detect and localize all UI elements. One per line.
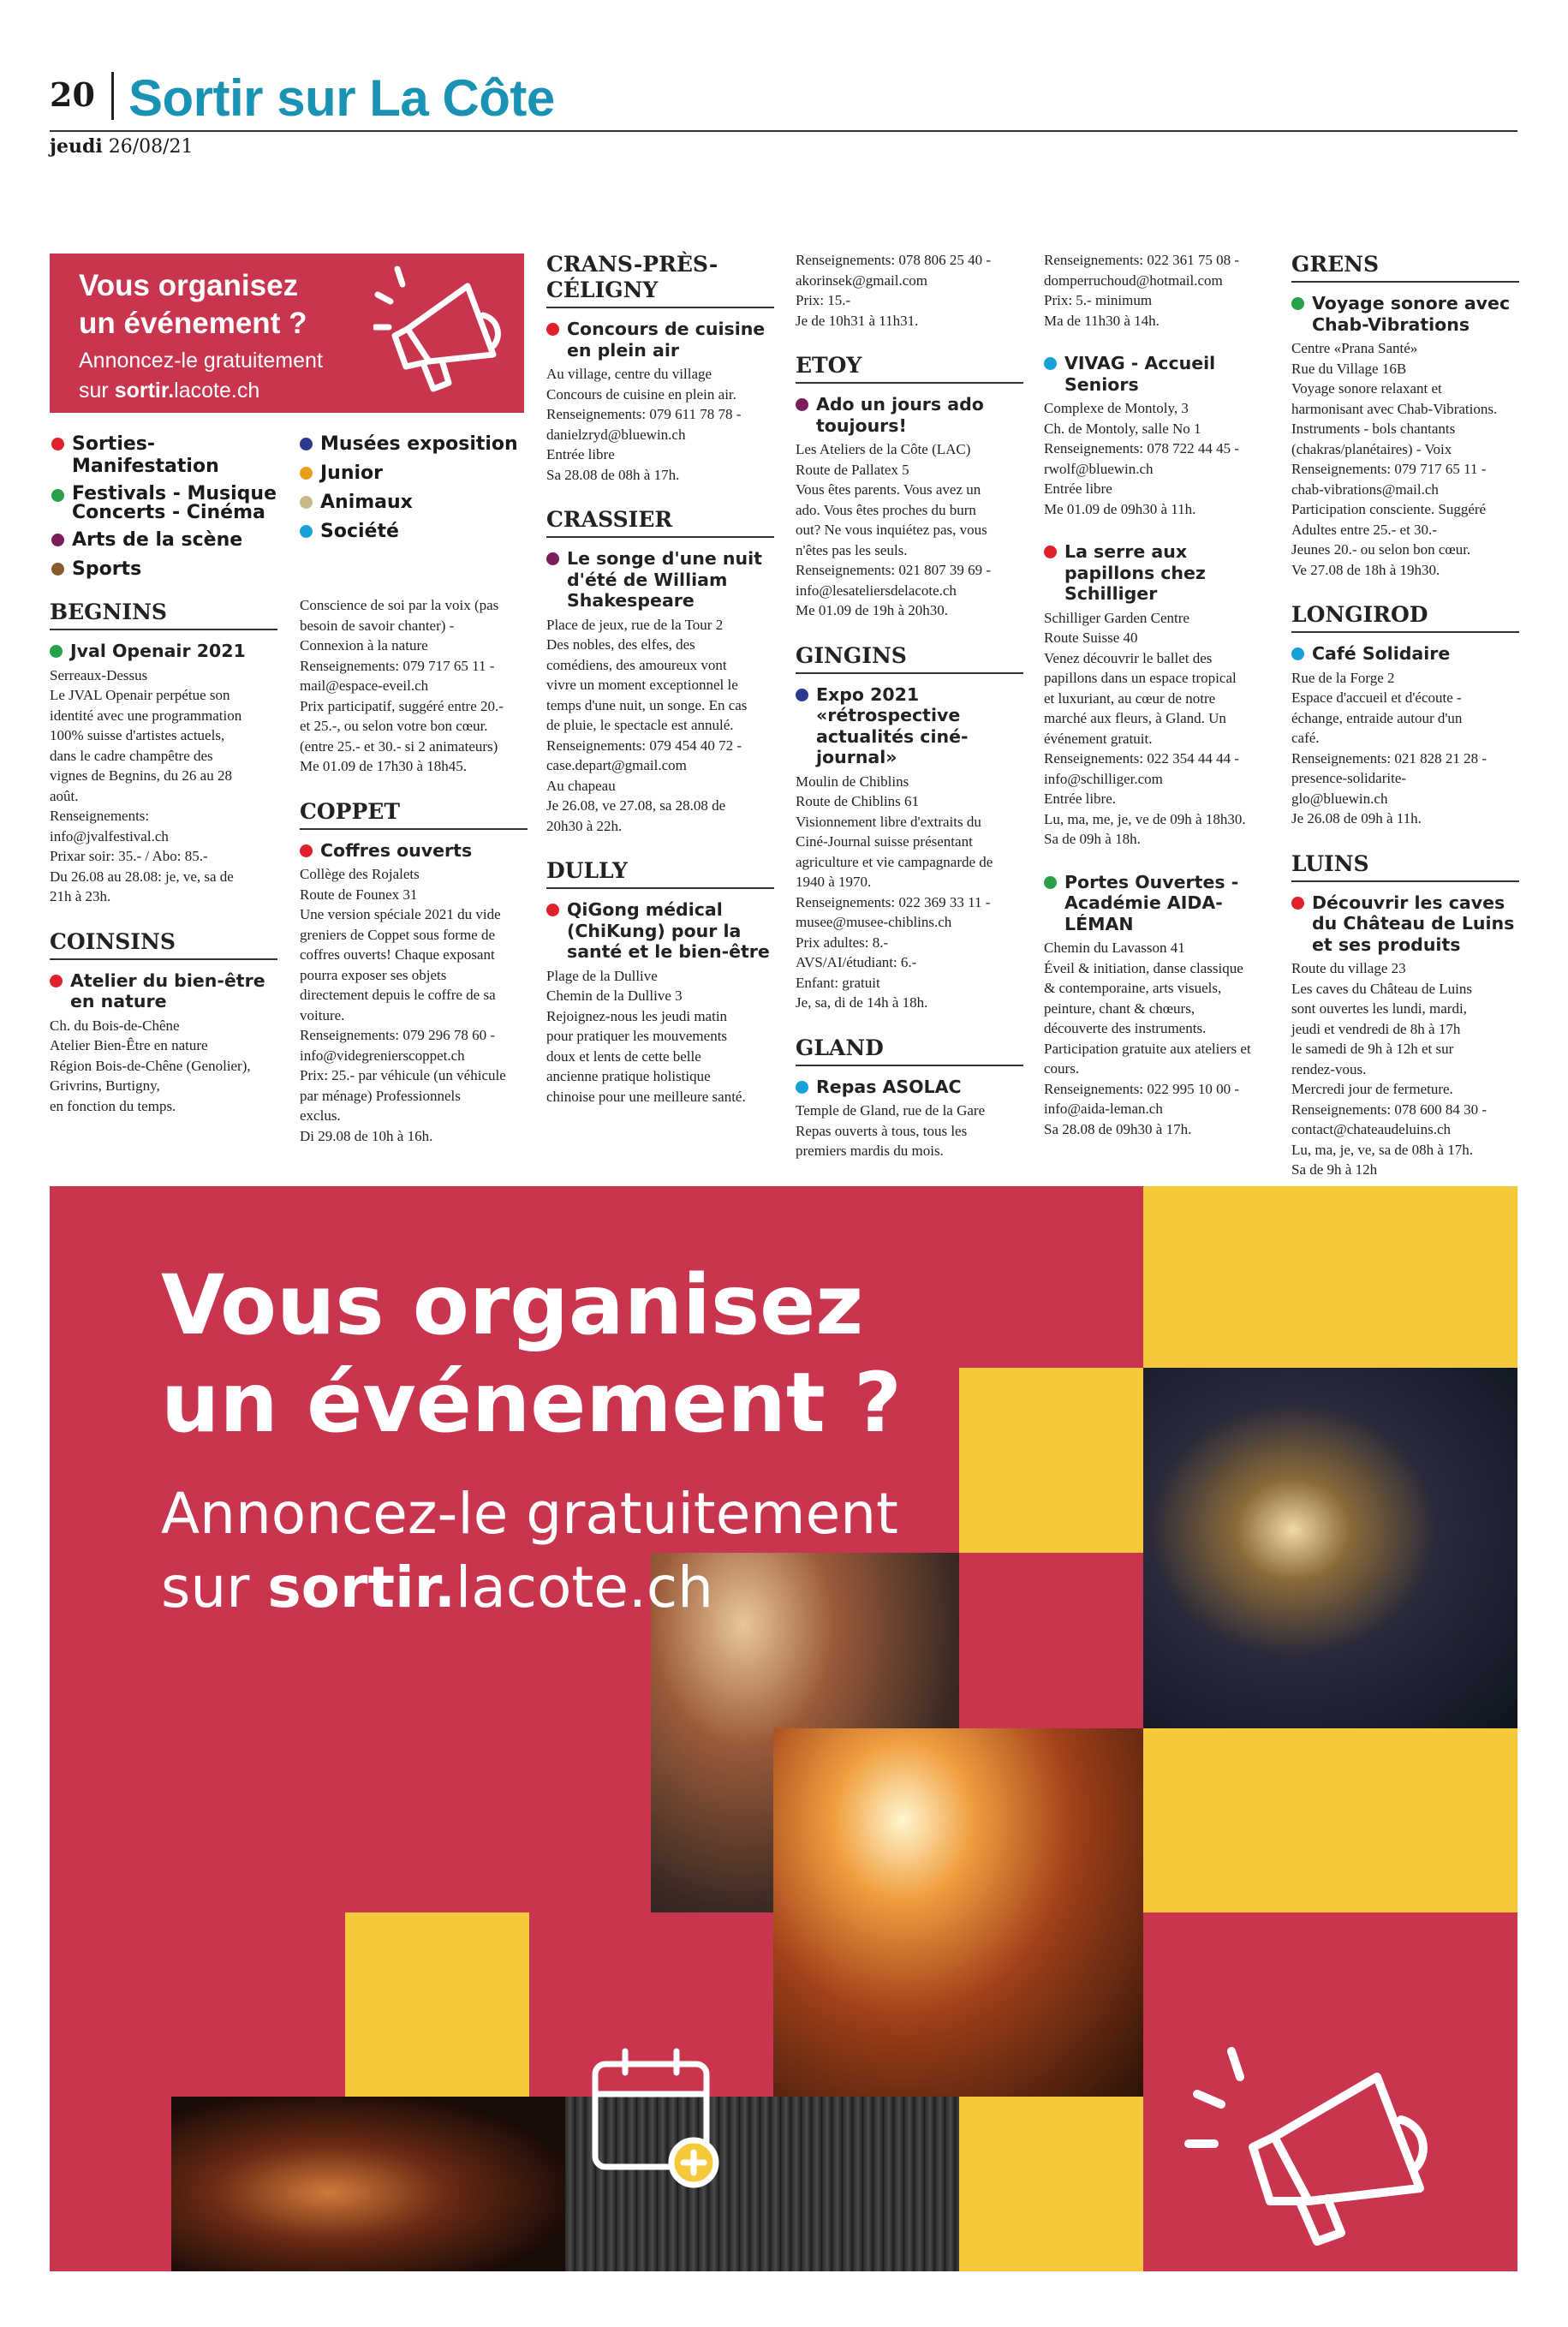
legend-label: Arts de la scène	[72, 529, 243, 551]
header-divider	[111, 72, 114, 120]
ad-subline	[161, 1477, 898, 1625]
section-gap	[50, 907, 277, 929]
event-detail: exclus.	[300, 1107, 341, 1124]
event-title[interactable]	[796, 684, 1023, 768]
ad-domain: lacote.ch	[455, 1554, 713, 1620]
event-title-text: VIVAG - Accueil Seniors	[1064, 353, 1216, 395]
event-detail: domperruchoud@hotmail.com	[1044, 271, 1223, 289]
event-detail: Plage de la Dullive	[546, 967, 658, 984]
event-detail: Me 01.09 de 17h30 à 18h45.	[300, 758, 468, 774]
event-detail: premiers mardis du mois.	[796, 1143, 944, 1159]
event-detail: dans le cadre champêtre des	[50, 747, 213, 764]
agenda-column-5	[1044, 250, 1272, 1139]
promo-line3: Annoncez-le gratuitement	[79, 349, 323, 373]
legend-item	[51, 485, 300, 522]
event-title-text: Ado un jours ado toujours!	[816, 394, 984, 436]
event-title[interactable]	[1044, 872, 1272, 935]
event-detail: Renseignements: 078 806 25 40 -	[796, 252, 992, 268]
event-detail: Prix adultes: 8.-	[796, 934, 889, 951]
category-dot	[1291, 897, 1304, 910]
section-gap	[546, 485, 774, 507]
event-detail: info@schilliger.com	[1044, 770, 1163, 787]
event-detail: Je, sa, di de 14h à 18h.	[796, 994, 928, 1011]
event-detail: Renseignements: 078 722 44 45 -	[1044, 440, 1240, 456]
event-title[interactable]	[300, 840, 528, 862]
event-detail: Prix: 5.- minimum	[1044, 292, 1153, 308]
event-detail: musee@musee-chiblins.ch	[796, 914, 952, 930]
event-detail: Rue de la Forge 2	[1291, 669, 1395, 686]
event-detail: voiture.	[300, 1006, 345, 1023]
event-detail: 21h à 23h.	[50, 888, 111, 904]
event-detail: 20h30 à 22h.	[546, 817, 623, 834]
event-detail: doux et lents de cette belle	[546, 1047, 701, 1065]
town-heading: COINSINS	[50, 929, 277, 960]
ad-yellow-block	[959, 1368, 1143, 1553]
event-title[interactable]	[1044, 353, 1272, 395]
event-detail: vivre un moment exceptionnel le	[546, 677, 738, 693]
legend-item	[300, 462, 524, 485]
event-detail: Région Bois-de-Chêne (Genolier),	[50, 1057, 251, 1074]
event-detail: out? Ne vous inquiétez pas, vous	[796, 522, 987, 538]
event-detail: Renseignements: 079 717 65 11 -	[300, 657, 495, 674]
promo-domain: lacote.ch	[174, 379, 260, 403]
event-detail: Sa 28.08 de 09h30 à 17h.	[1044, 1120, 1192, 1137]
legend-label: Sports	[72, 558, 142, 580]
legend-label: Société	[320, 521, 399, 542]
event-detail: Le JVAL Openair perpétue son	[50, 687, 230, 703]
promo-sub	[79, 346, 323, 406]
event-detail: Ciné-Journal suisse présentant	[796, 833, 973, 850]
event-detail: et 25.-, ou selon votre bon cœur.	[300, 718, 488, 734]
ad-photo-concert	[773, 1728, 1143, 2097]
category-dot	[796, 1081, 808, 1094]
event-detail: événement gratuit.	[1044, 730, 1153, 747]
section-gap	[796, 331, 1023, 353]
promo-line2: un événement ?	[79, 307, 307, 340]
event-detail: glo@bluewin.ch	[1291, 790, 1388, 807]
event-detail: Renseignements: 022 361 75 08 -	[1044, 252, 1240, 268]
legend-label: Junior	[320, 462, 384, 484]
category-dot	[1044, 546, 1057, 558]
event-detail: Entrée libre	[546, 446, 615, 462]
town-heading: CRASSIER	[546, 507, 774, 538]
ad-headline	[161, 1256, 902, 1452]
event-detail: Renseignements:	[50, 808, 150, 824]
event-detail: Entrée libre	[1044, 480, 1112, 497]
legend-dot	[300, 525, 313, 538]
event-detail: Atelier Bien-Être en nature	[50, 1037, 208, 1053]
event-title[interactable]	[796, 394, 1023, 436]
event-detail: papillons dans un espace tropical	[1044, 670, 1237, 686]
event-detail: Route Suisse 40	[1044, 629, 1138, 646]
event-detail: Je 26.08 de 09h à 11h.	[1291, 810, 1422, 826]
ad-yellow-block	[1143, 1186, 1517, 1368]
category-dot	[1044, 357, 1057, 370]
megaphone-icon	[373, 260, 519, 406]
event-detail: mail@espace-eveil.ch	[300, 677, 429, 694]
event-detail: contact@chateaudeluins.ch	[1291, 1121, 1452, 1137]
event-detail: rendez-vous.	[1291, 1060, 1367, 1077]
event-detail: Je 26.08, ve 27.08, sa 28.08 de	[546, 797, 726, 814]
event-detail: info@aida-leman.ch	[1044, 1101, 1163, 1117]
ad-yellow-block	[959, 2097, 1143, 2271]
header-rule	[50, 130, 1517, 132]
promo-headline	[79, 267, 307, 343]
event-detail: Route du village 23	[1291, 960, 1406, 976]
event-detail: ancienne pratique holistique	[546, 1068, 711, 1084]
legend-right	[300, 433, 524, 550]
event-detail: pour pratiquer les mouvements	[546, 1028, 728, 1044]
legend-item	[51, 433, 300, 478]
event-detail: peinture, chant & chœurs,	[1044, 999, 1195, 1017]
event-detail: Prix participatif, suggéré entre 20.-	[300, 697, 504, 714]
event-detail: cours.	[1044, 1060, 1080, 1077]
event-detail: harmonisant avec Chab-Vibrations.	[1291, 400, 1498, 417]
event-detail: Renseignements: 022 369 33 11 -	[796, 893, 991, 910]
event-title-text: Portes Ouvertes - Académie AIDA-LÉMAN	[1064, 871, 1239, 934]
event-detail: 100% suisse d'artistes actuels,	[50, 727, 225, 743]
event-title-text: Découvrir les caves du Château de Luins et ses produits	[1312, 892, 1515, 955]
legend-dot	[300, 467, 313, 480]
category-dot	[796, 689, 808, 701]
ad-line2: un événement ?	[161, 1355, 902, 1451]
event-detail: Participation consciente. Suggéré	[1291, 501, 1487, 517]
event-title[interactable]	[1291, 643, 1519, 665]
calendar-add-icon	[587, 2043, 724, 2188]
event-title[interactable]	[546, 548, 774, 612]
town-heading: LONGIROD	[1291, 602, 1519, 633]
event-detail: café.	[1291, 730, 1320, 746]
event-detail: info@videgrenierscoppet.ch	[300, 1047, 465, 1064]
event-detail: temps d'une nuit, un songe. En cas	[546, 696, 748, 713]
event-title-text: Expo 2021 «rétrospective actualités ciné-journal»	[816, 683, 969, 767]
event-detail: Rue du Village 16B	[1291, 360, 1407, 377]
event-detail: akorinsek@gmail.com	[796, 271, 927, 289]
event-detail: Une version spéciale 2021 du vide	[300, 906, 501, 922]
legend-dot	[300, 438, 313, 450]
event-detail: Instruments - bols chantants	[1291, 421, 1456, 437]
event-detail: danielzryd@bluewin.ch	[546, 426, 686, 443]
event-detail: sont ouvertes les lundi, mardi,	[1291, 1000, 1467, 1017]
promo-sur: sur	[79, 379, 115, 403]
event-detail: août.	[50, 787, 79, 804]
agenda-column-2	[300, 595, 528, 1146]
event-title-text: La serre aux papillons chez Schilliger	[1064, 541, 1206, 604]
event-detail: Schilliger Garden Centre	[1044, 609, 1189, 626]
event-detail: et luxuriant, au cœur de notre	[1044, 689, 1216, 707]
event-detail: Chemin du Lavasson 41	[1044, 940, 1185, 956]
event-detail: Visionnement libre d'extraits du	[796, 813, 981, 830]
event-detail: greniers de Coppet sous forme de	[300, 926, 496, 943]
event-detail: n'êtes pas les seuls.	[796, 541, 908, 558]
event-detail: Concours de cuisine en plein air.	[546, 385, 736, 403]
town-heading: CRANS-PRÈS-CÉLIGNY	[546, 252, 774, 308]
event-detail: Moulin de Chiblins	[796, 773, 909, 790]
promo-banner[interactable]	[50, 254, 524, 413]
event-detail: Renseignements: 079 454 40 72 -	[546, 737, 742, 754]
ad-line3: Annoncez-le gratuitement	[161, 1481, 898, 1547]
event-detail: le samedi de 9h à 12h et sur	[1291, 1041, 1454, 1057]
legend-item	[51, 558, 300, 581]
town-heading: GINGINS	[796, 643, 1023, 674]
issue-date-value: 26/08/21	[108, 136, 194, 158]
event-detail: Les Ateliers de la Côte (LAC)	[796, 441, 971, 457]
event-detail: Ch. de Montoly, salle No 1	[1044, 420, 1201, 437]
event-detail: Ch. du Bois-de-Chêne	[50, 1017, 180, 1034]
legend-left	[51, 433, 300, 588]
event-detail: Entrée libre.	[1044, 791, 1117, 807]
event-detail: info@jvalfestival.ch	[50, 827, 169, 844]
event-detail: Route de Chiblins 61	[796, 793, 920, 809]
event-detail: Di 29.08 de 10h à 16h.	[300, 1127, 433, 1144]
event-detail: Renseignements: 021 807 39 69 -	[796, 562, 992, 578]
category-dot	[1044, 876, 1057, 889]
event-title[interactable]	[796, 1077, 1023, 1098]
event-title-text: Voyage sonore avec Chab-Vibrations	[1312, 293, 1511, 335]
ad-yellow-block	[345, 1912, 529, 2097]
event-detail: agriculture et vie campagnarde de	[796, 853, 993, 870]
issue-date	[50, 135, 194, 158]
event-detail: Voyage sonore relaxant et	[1291, 380, 1442, 397]
event-detail: Des nobles, des elfes, des	[546, 636, 695, 653]
event-detail: Lu, ma, me, je, ve de 09h à 18h30.	[1044, 810, 1246, 827]
event-title-text: Repas ASOLAC	[816, 1076, 962, 1097]
event-detail: Route de Founex 31	[300, 886, 418, 903]
event-detail: Adultes entre 25.- et 30.-	[1291, 521, 1437, 538]
event-detail: par ménage) Professionnels	[300, 1087, 461, 1104]
event-title-text: Atelier du bien-être en nature	[70, 970, 265, 1011]
event-detail: Me 01.09 de 19h à 20h30.	[796, 602, 949, 618]
ad-brand: sortir.	[267, 1554, 456, 1620]
event-detail: besoin de savoir chanter) -	[300, 617, 455, 634]
event-detail: Ma de 11h30 à 14h.	[1044, 312, 1160, 329]
section-gap	[1291, 580, 1519, 602]
promo-line4	[79, 376, 323, 406]
town-heading: BEGNINS	[50, 600, 277, 630]
legend-dot	[300, 496, 313, 509]
event-title-text: Coffres ouverts	[320, 839, 473, 861]
event-detail: Au village, centre du village	[546, 366, 712, 382]
section-gap	[796, 1013, 1023, 1035]
event-detail: Centre «Prana Santé»	[1291, 340, 1418, 356]
event-detail: échange, entraide autour d'un	[1291, 709, 1463, 726]
event-detail: Vous êtes parents. Vous avez un	[796, 481, 981, 498]
event-title[interactable]	[546, 899, 774, 963]
section-gap	[546, 836, 774, 858]
megaphone-icon	[1180, 2043, 1463, 2248]
event-title[interactable]	[50, 641, 277, 662]
event-detail: Lu, ma, je, ve, sa de 08h à 17h.	[1291, 1141, 1473, 1158]
event-detail: jeudi et vendredi de 8h à 17h	[1291, 1020, 1461, 1037]
event-detail: Éveil & initiation, danse classique	[1044, 959, 1243, 976]
event-detail: Mercredi jour de fermeture.	[1291, 1081, 1453, 1097]
event-detail: (entre 25.- et 30.- si 2 animateurs)	[300, 737, 498, 755]
issue-day: jeudi	[50, 135, 103, 158]
legend-item	[51, 529, 300, 552]
promo-brand: sortir.	[114, 379, 175, 403]
town-heading: GLAND	[796, 1035, 1023, 1066]
section-gap	[796, 621, 1023, 643]
category-dot	[50, 645, 63, 658]
event-title[interactable]	[50, 970, 277, 1012]
event-title-text: Jval Openair 2021	[70, 641, 246, 661]
event-detail: Collège des Rojalets	[300, 866, 420, 882]
ad-photo-theatre	[1143, 1368, 1517, 1728]
legend-dot	[51, 489, 64, 502]
legend-item	[300, 521, 524, 543]
legend-dot	[51, 563, 64, 576]
event-detail: Complexe de Montoly, 3	[1044, 400, 1189, 416]
event-detail: rwolf@bluewin.ch	[1044, 460, 1154, 477]
event-detail: chab-vibrations@mail.ch	[1291, 480, 1439, 498]
section-gap	[1044, 331, 1272, 353]
event-detail: Renseignements: 021 828 21 28 -	[1291, 749, 1488, 767]
event-detail: Sa de 09h à 18h.	[1044, 831, 1141, 847]
event-detail: Prixar soir: 35.- / Abo: 85.-	[50, 848, 208, 864]
promo-line1: Vous organisez	[79, 269, 299, 302]
section-gap	[300, 777, 528, 799]
town-heading: LUINS	[1291, 851, 1519, 882]
event-title-text: Concours de cuisine en plein air	[567, 319, 766, 361]
ad-line4	[161, 1551, 898, 1625]
legend-label: Musées exposition	[320, 433, 518, 455]
event-title-text: Café Solidaire	[1312, 643, 1451, 664]
section-gap	[1044, 850, 1272, 872]
event-detail: ado. Vous êtes proches du burn	[796, 501, 976, 518]
event-detail: Ve 27.08 de 18h à 19h30.	[1291, 561, 1440, 578]
event-detail: Chemin de la Dullive 3	[546, 987, 683, 1004]
event-detail: (chakras/planétaires) - Voix	[1291, 440, 1452, 457]
event-title-text: Le songe d'une nuit d'été de William Shakespeare	[567, 548, 762, 611]
ad-line1: Vous organisez	[161, 1257, 864, 1353]
event-detail: coffres ouverts! Chaque exposant	[300, 946, 495, 963]
event-detail: Temple de Gland, rue de la Gare	[796, 1102, 986, 1119]
event-detail: info@lesateliersdelacote.ch	[796, 582, 957, 599]
legend-label: Sorties-Manifestation	[72, 433, 219, 477]
event-detail: 1940 à 1970.	[796, 874, 872, 890]
town-heading: ETOY	[796, 353, 1023, 384]
town-heading: COPPET	[300, 799, 528, 830]
event-detail: AVS/AI/étudiant: 6.-	[796, 954, 917, 970]
event-detail: & contemporaine, arts visuels,	[1044, 980, 1222, 996]
event-detail: Place de jeux, rue de la Tour 2	[546, 616, 724, 633]
category-dot	[300, 844, 313, 857]
section-gap	[1291, 829, 1519, 851]
event-detail: Sa 28.08 de 08h à 17h.	[546, 466, 680, 483]
event-detail: Venez découvrir le ballet des	[1044, 649, 1213, 666]
event-detail: Espace d'accueil et d'écoute -	[1291, 689, 1462, 706]
event-detail: Renseignements: 022 995 10 00 -	[1044, 1080, 1240, 1097]
event-title[interactable]	[1291, 293, 1519, 335]
event-detail: identité avec une programmation	[50, 707, 242, 724]
section-title: Sortir sur La Côte	[128, 69, 555, 127]
event-detail: Rejoignez-nous les jeudi matin	[546, 1007, 728, 1024]
legend-dot	[51, 534, 64, 546]
event-detail: Renseignements: 079 717 65 11 -	[1291, 461, 1487, 477]
category-dot	[546, 904, 559, 916]
event-detail: pourra exposer ses objets	[300, 966, 447, 983]
event-detail: Connexion à la nature	[300, 637, 428, 653]
event-detail: Jeunes 20.- ou selon bon cœur.	[1291, 541, 1471, 558]
category-dot	[1291, 647, 1304, 660]
town-heading: GRENS	[1291, 252, 1519, 283]
event-title[interactable]	[1291, 892, 1519, 956]
event-detail: Conscience de soi par la voix (pas	[300, 597, 499, 613]
event-detail: Je de 10h31 à 11h31.	[796, 312, 919, 329]
category-dot	[1291, 297, 1304, 310]
event-detail: Renseignements: 079 611 78 78 -	[546, 406, 742, 422]
event-detail: Grivrins, Burtigny,	[50, 1077, 160, 1094]
event-detail: Serreaux-Dessus	[50, 666, 148, 683]
event-detail: directement depuis le coffre de sa	[300, 987, 496, 1003]
event-detail: Repas ouverts à tous, tous les	[796, 1122, 968, 1139]
event-detail: Renseignements: 078 600 84 30 -	[1291, 1101, 1488, 1118]
event-title[interactable]	[1044, 541, 1272, 605]
event-detail: comédiens, des amoureux vont	[546, 656, 727, 673]
legend-label: Festivals - Musique Concerts - Cinéma	[72, 483, 277, 523]
page-number: 20	[50, 75, 95, 114]
section-gap	[1044, 519, 1272, 541]
event-title[interactable]	[546, 319, 774, 361]
event-detail: découverte des instruments.	[1044, 1020, 1207, 1036]
event-detail: marché aux fleurs, à Gland. Un	[1044, 710, 1226, 726]
event-detail: Renseignements: 022 354 44 44 -	[1044, 750, 1240, 767]
event-detail: Prix: 15.-	[796, 292, 851, 308]
category-dot	[546, 323, 559, 336]
legend-item	[300, 492, 524, 514]
event-detail: Participation gratuite aux ateliers et	[1044, 1040, 1251, 1057]
event-detail: Renseignements: 079 296 78 60 -	[300, 1027, 496, 1043]
agenda-column-4	[796, 250, 1023, 1161]
legend-dot	[51, 438, 64, 450]
agenda-column-6	[1291, 252, 1519, 1180]
event-detail: case.depart@gmail.com	[546, 757, 687, 773]
event-detail: Du 26.08 au 28.08: je, ve, sa de	[50, 868, 234, 885]
legend-item	[300, 433, 524, 456]
agenda-column-3	[546, 252, 774, 1107]
legend-label: Animaux	[320, 492, 413, 513]
event-detail: Enfant: gratuit	[796, 974, 880, 991]
event-detail: chinoise pour une meilleure santé.	[546, 1088, 746, 1105]
ad-sur: sur	[161, 1554, 268, 1620]
event-detail: Me 01.09 de 09h30 à 11h.	[1044, 500, 1196, 517]
ad-yellow-block	[1143, 1728, 1517, 1912]
event-detail: presence-solidarite-	[1291, 770, 1407, 786]
event-detail: Prix: 25.- par véhicule (un véhicule	[300, 1067, 506, 1083]
event-detail: en fonction du temps.	[50, 1097, 176, 1114]
town-heading: DULLY	[546, 858, 774, 889]
event-detail: Route de Pallatex 5	[796, 461, 909, 478]
category-dot	[50, 975, 63, 987]
event-detail: Les caves du Château de Luins	[1291, 980, 1473, 997]
event-detail: de pluie, le spectacle est annulé.	[546, 717, 734, 733]
event-detail: vignes de Begnins, du 26 au 28	[50, 767, 232, 784]
agenda-column-1	[50, 600, 277, 1116]
event-detail: Sa de 9h à 12h	[1291, 1161, 1378, 1178]
category-dot	[546, 552, 559, 565]
advertisement[interactable]	[50, 1186, 1517, 2271]
event-detail: Au chapeau	[546, 777, 616, 794]
ad-photo-circus	[171, 2097, 565, 2271]
category-dot	[796, 398, 808, 411]
event-title-text: QiGong médical (ChiKung) pour la santé et le bien-être	[567, 899, 770, 962]
